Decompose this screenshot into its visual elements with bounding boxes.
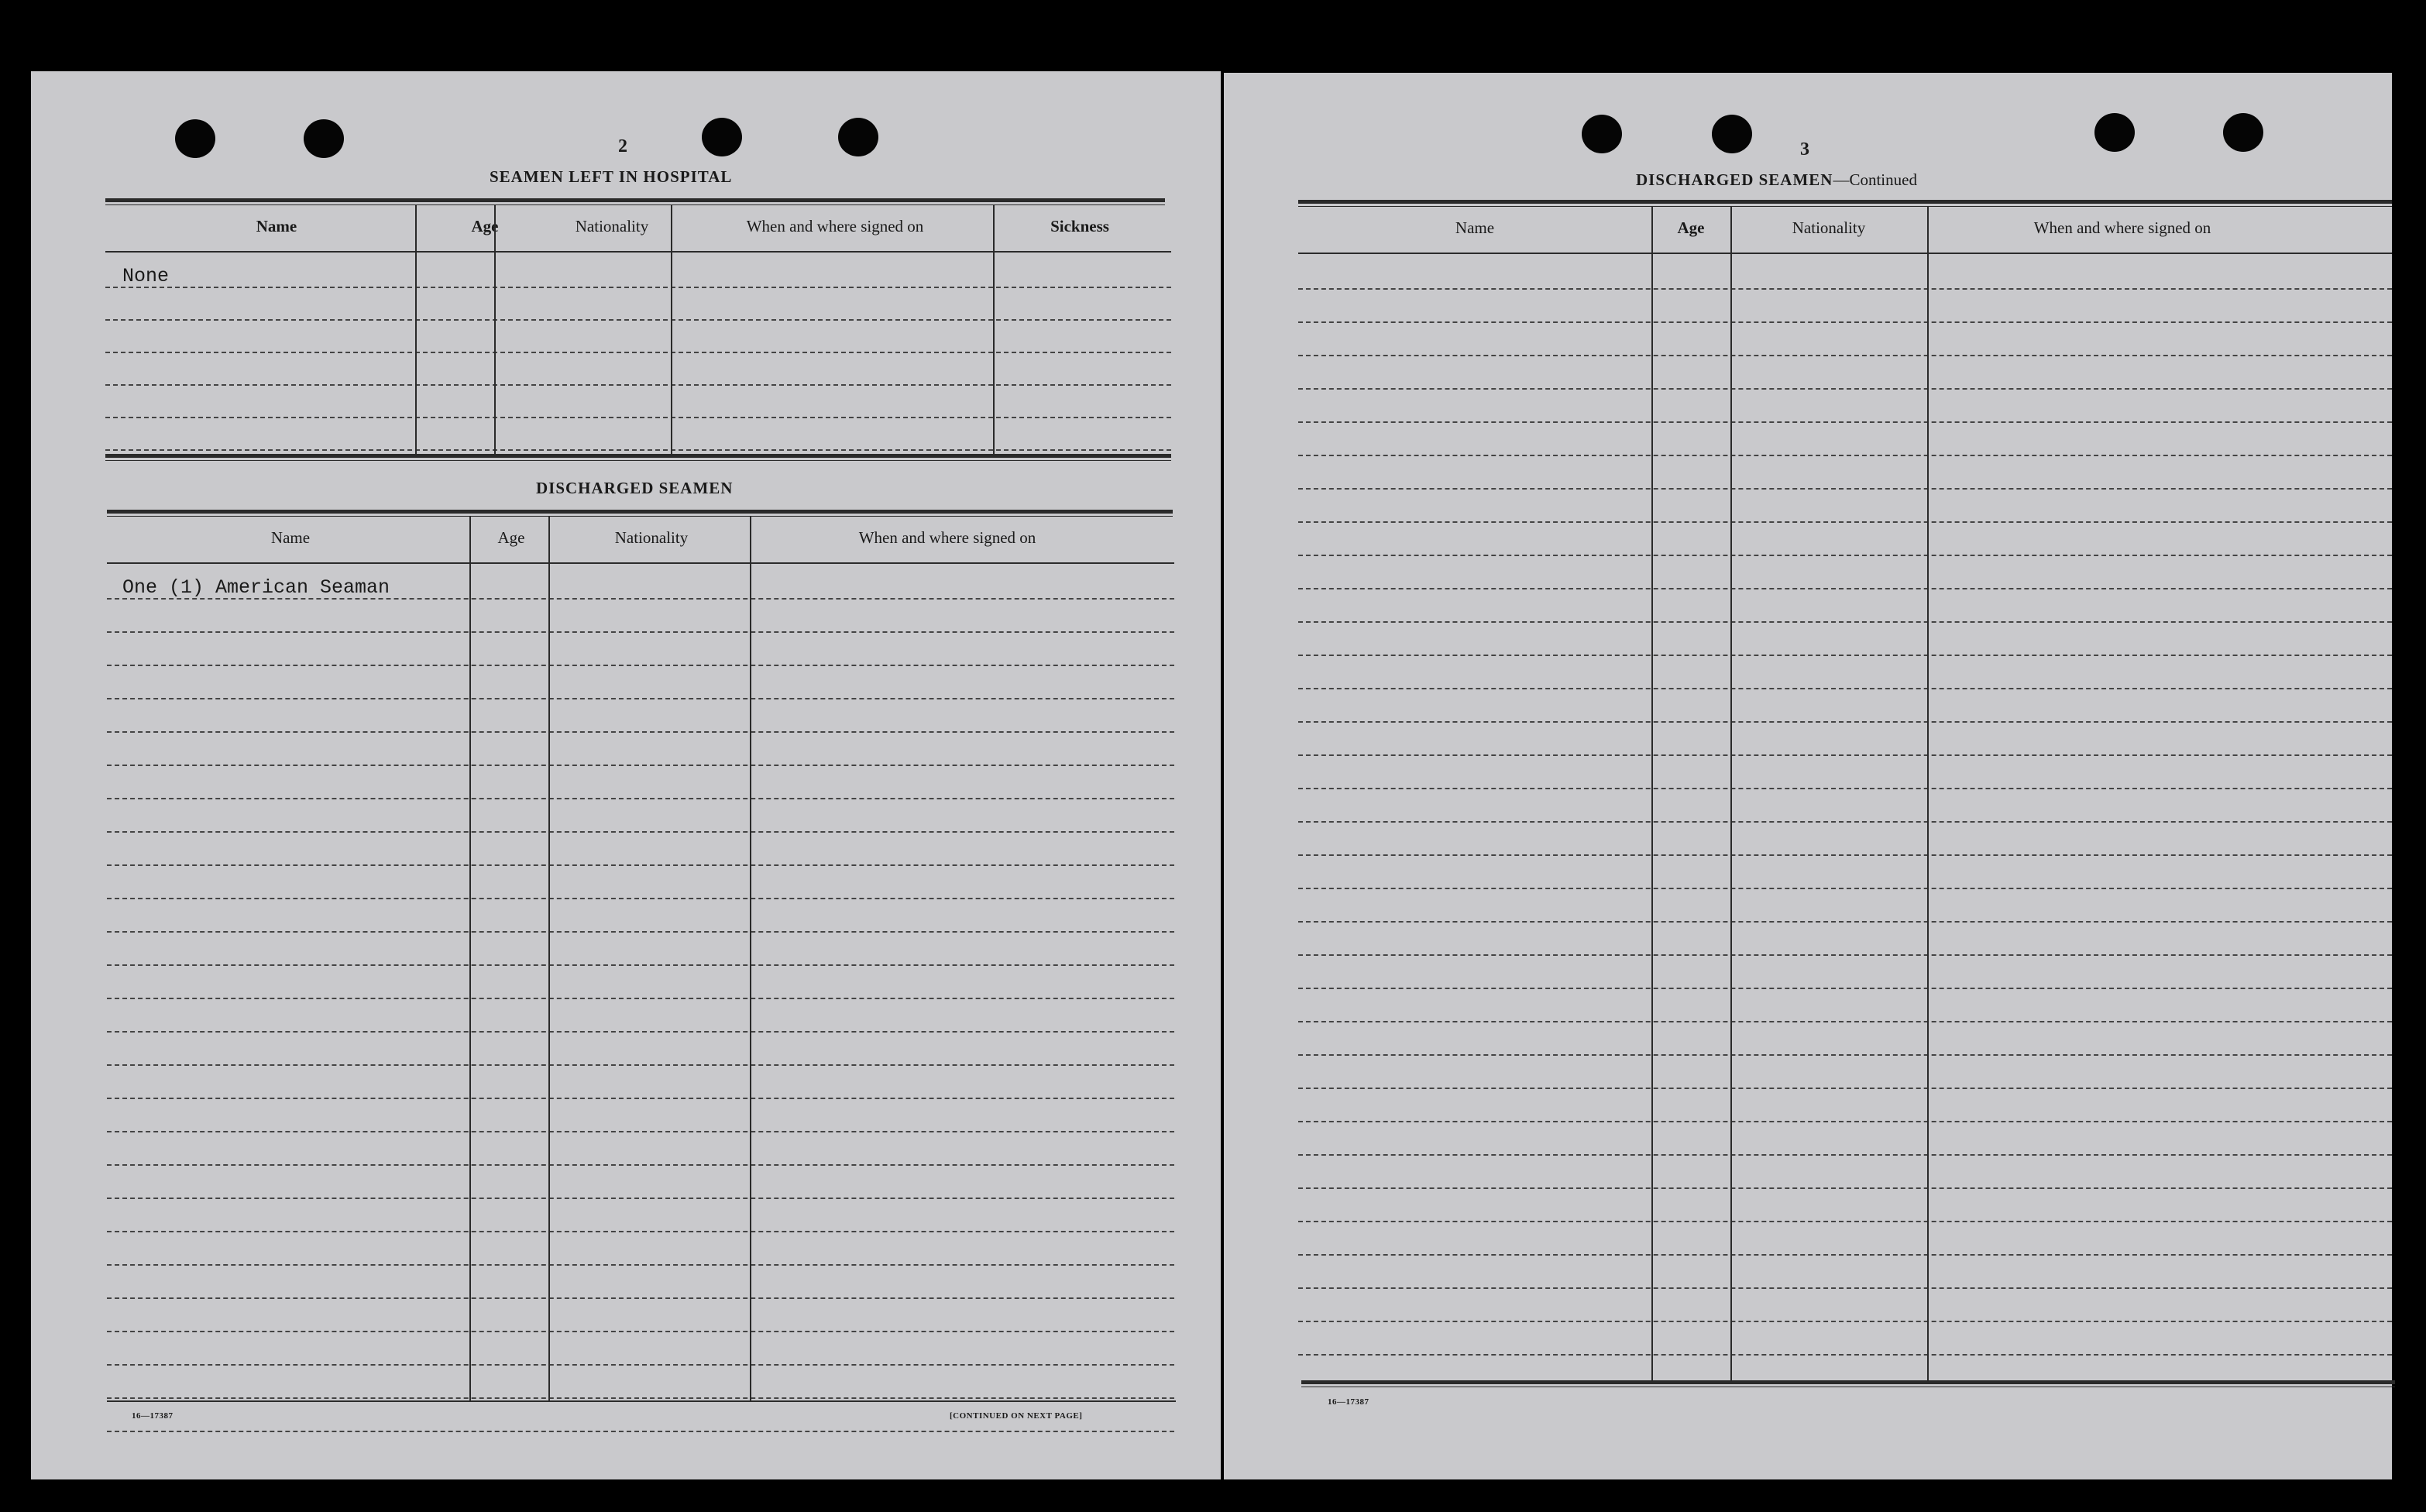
entry-line [1298,455,2392,456]
entry-line [105,384,1171,386]
entry-line [1298,788,2392,789]
entry-line [107,698,1174,699]
discharged-section-title: DISCHARGED SEAMEN [536,479,734,497]
entry-line [105,287,1171,288]
column-divider [1730,206,1732,1382]
entry-line [105,417,1171,418]
entry-line [1298,721,2392,723]
column-divider [993,204,995,455]
hospital-col-nationality: Nationality [575,217,649,235]
form-number: 16—17387 [1328,1397,1369,1407]
entry-line [1298,988,2392,989]
entry-line [107,765,1174,766]
form-number: 16—17387 [132,1411,174,1421]
continued-note: [CONTINUED ON NEXT PAGE] [950,1411,1083,1421]
table-bottom-rule [1301,1380,2395,1387]
entry-line [107,1297,1174,1299]
entry-line [1298,1187,2392,1189]
column-divider [671,204,672,455]
punch-hole [2223,113,2263,152]
entry-line [107,598,1174,600]
discharged-col-name: Name [270,528,311,547]
entry-line [107,1331,1174,1332]
right-page [1224,73,2392,1479]
entry-line [107,1231,1174,1232]
column-divider [469,516,471,1400]
table-top-rule [1298,200,2392,207]
entry-line [107,631,1174,633]
table-bottom-rule [107,1400,1176,1402]
column-divider [1651,206,1653,1382]
column-divider [494,204,496,455]
hospital-section-title: SEAMEN LEFT IN HOSPITAL [490,167,733,186]
page-number: 3 [1800,139,1809,160]
continued-title-suffix: —Continued [1833,170,1917,189]
entry-line [107,1397,1174,1399]
entry-line [107,1198,1174,1199]
continued-col-nationality: Nationality [1792,218,1866,237]
entry-line [107,1131,1174,1132]
entry-line [105,352,1171,353]
hospital-entry: None [122,265,170,287]
entry-line [1298,688,2392,689]
entry-line [107,1364,1174,1366]
hospital-col-sickness: Sickness [1050,217,1109,235]
header-underline [1298,253,2392,254]
entry-line [1298,954,2392,956]
entry-line [1298,1221,2392,1222]
hospital-col-age: Age [471,217,499,235]
hospital-col-name: Name [256,217,297,235]
table-top-rule [105,198,1165,205]
header-underline [107,562,1174,564]
entry-line [1298,1287,2392,1289]
entry-line [107,1164,1174,1166]
entry-line [107,864,1174,866]
entry-line [1298,621,2392,623]
entry-line [107,1264,1174,1266]
entry-line [105,449,1171,451]
discharged-col-signed-on: When and where signed on [858,528,1036,547]
entry-line [1298,1254,2392,1256]
entry-line [1298,1121,2392,1122]
punch-hole [838,118,878,156]
discharged-col-age: Age [497,528,525,547]
discharged-col-nationality: Nationality [614,528,689,547]
column-divider [1927,206,1929,1382]
entry-line [1298,1021,2392,1022]
continued-col-age: Age [1677,218,1705,237]
punch-hole [175,119,215,158]
entry-line [107,998,1174,999]
entry-line [105,319,1171,321]
hospital-col-signed-on: When and where signed on [746,217,924,235]
entry-line [107,831,1174,833]
punch-hole [2094,113,2135,152]
entry-line [1298,355,2392,356]
entry-line [1298,854,2392,856]
continued-title-main: DISCHARGED SEAMEN [1636,170,1833,189]
punch-hole [1582,115,1622,153]
page-number: 2 [618,136,627,156]
entry-line [1298,1354,2392,1356]
entry-line [1298,1088,2392,1089]
header-underline [105,251,1171,253]
entry-line [1298,321,2392,323]
continued-col-signed-on: When and where signed on [2033,218,2211,237]
entry-line [1298,555,2392,556]
discharged-entry: One (1) American Seaman [122,576,390,599]
entry-line [1298,288,2392,290]
punch-hole [1712,115,1752,153]
entry-line [1298,754,2392,756]
entry-line [107,665,1174,666]
entry-line [107,1431,1174,1432]
entry-line [1298,588,2392,589]
column-divider [415,204,417,455]
entry-line [107,931,1174,933]
left-page [31,71,1221,1479]
table-bottom-rule [105,454,1171,461]
punch-hole [702,118,742,156]
entry-line [1298,488,2392,490]
entry-line [1298,1054,2392,1056]
entry-line [1298,388,2392,390]
column-divider [548,516,550,1400]
column-divider [750,516,751,1400]
entry-line [1298,521,2392,523]
entry-line [1298,821,2392,823]
entry-line [107,964,1174,966]
entry-line [107,798,1174,799]
continued-col-name: Name [1455,218,1495,237]
entry-line [1298,1154,2392,1156]
entry-line [107,1098,1174,1099]
entry-line [1298,1321,2392,1322]
entry-line [107,1064,1174,1066]
continued-section-title [1636,170,1917,190]
entry-line [1298,655,2392,656]
entry-line [1298,421,2392,423]
entry-line [1298,921,2392,923]
table-top-rule [107,510,1173,517]
entry-line [107,1031,1174,1033]
entry-line [1298,888,2392,889]
entry-line [107,898,1174,899]
entry-line [107,731,1174,733]
punch-hole [304,119,344,158]
